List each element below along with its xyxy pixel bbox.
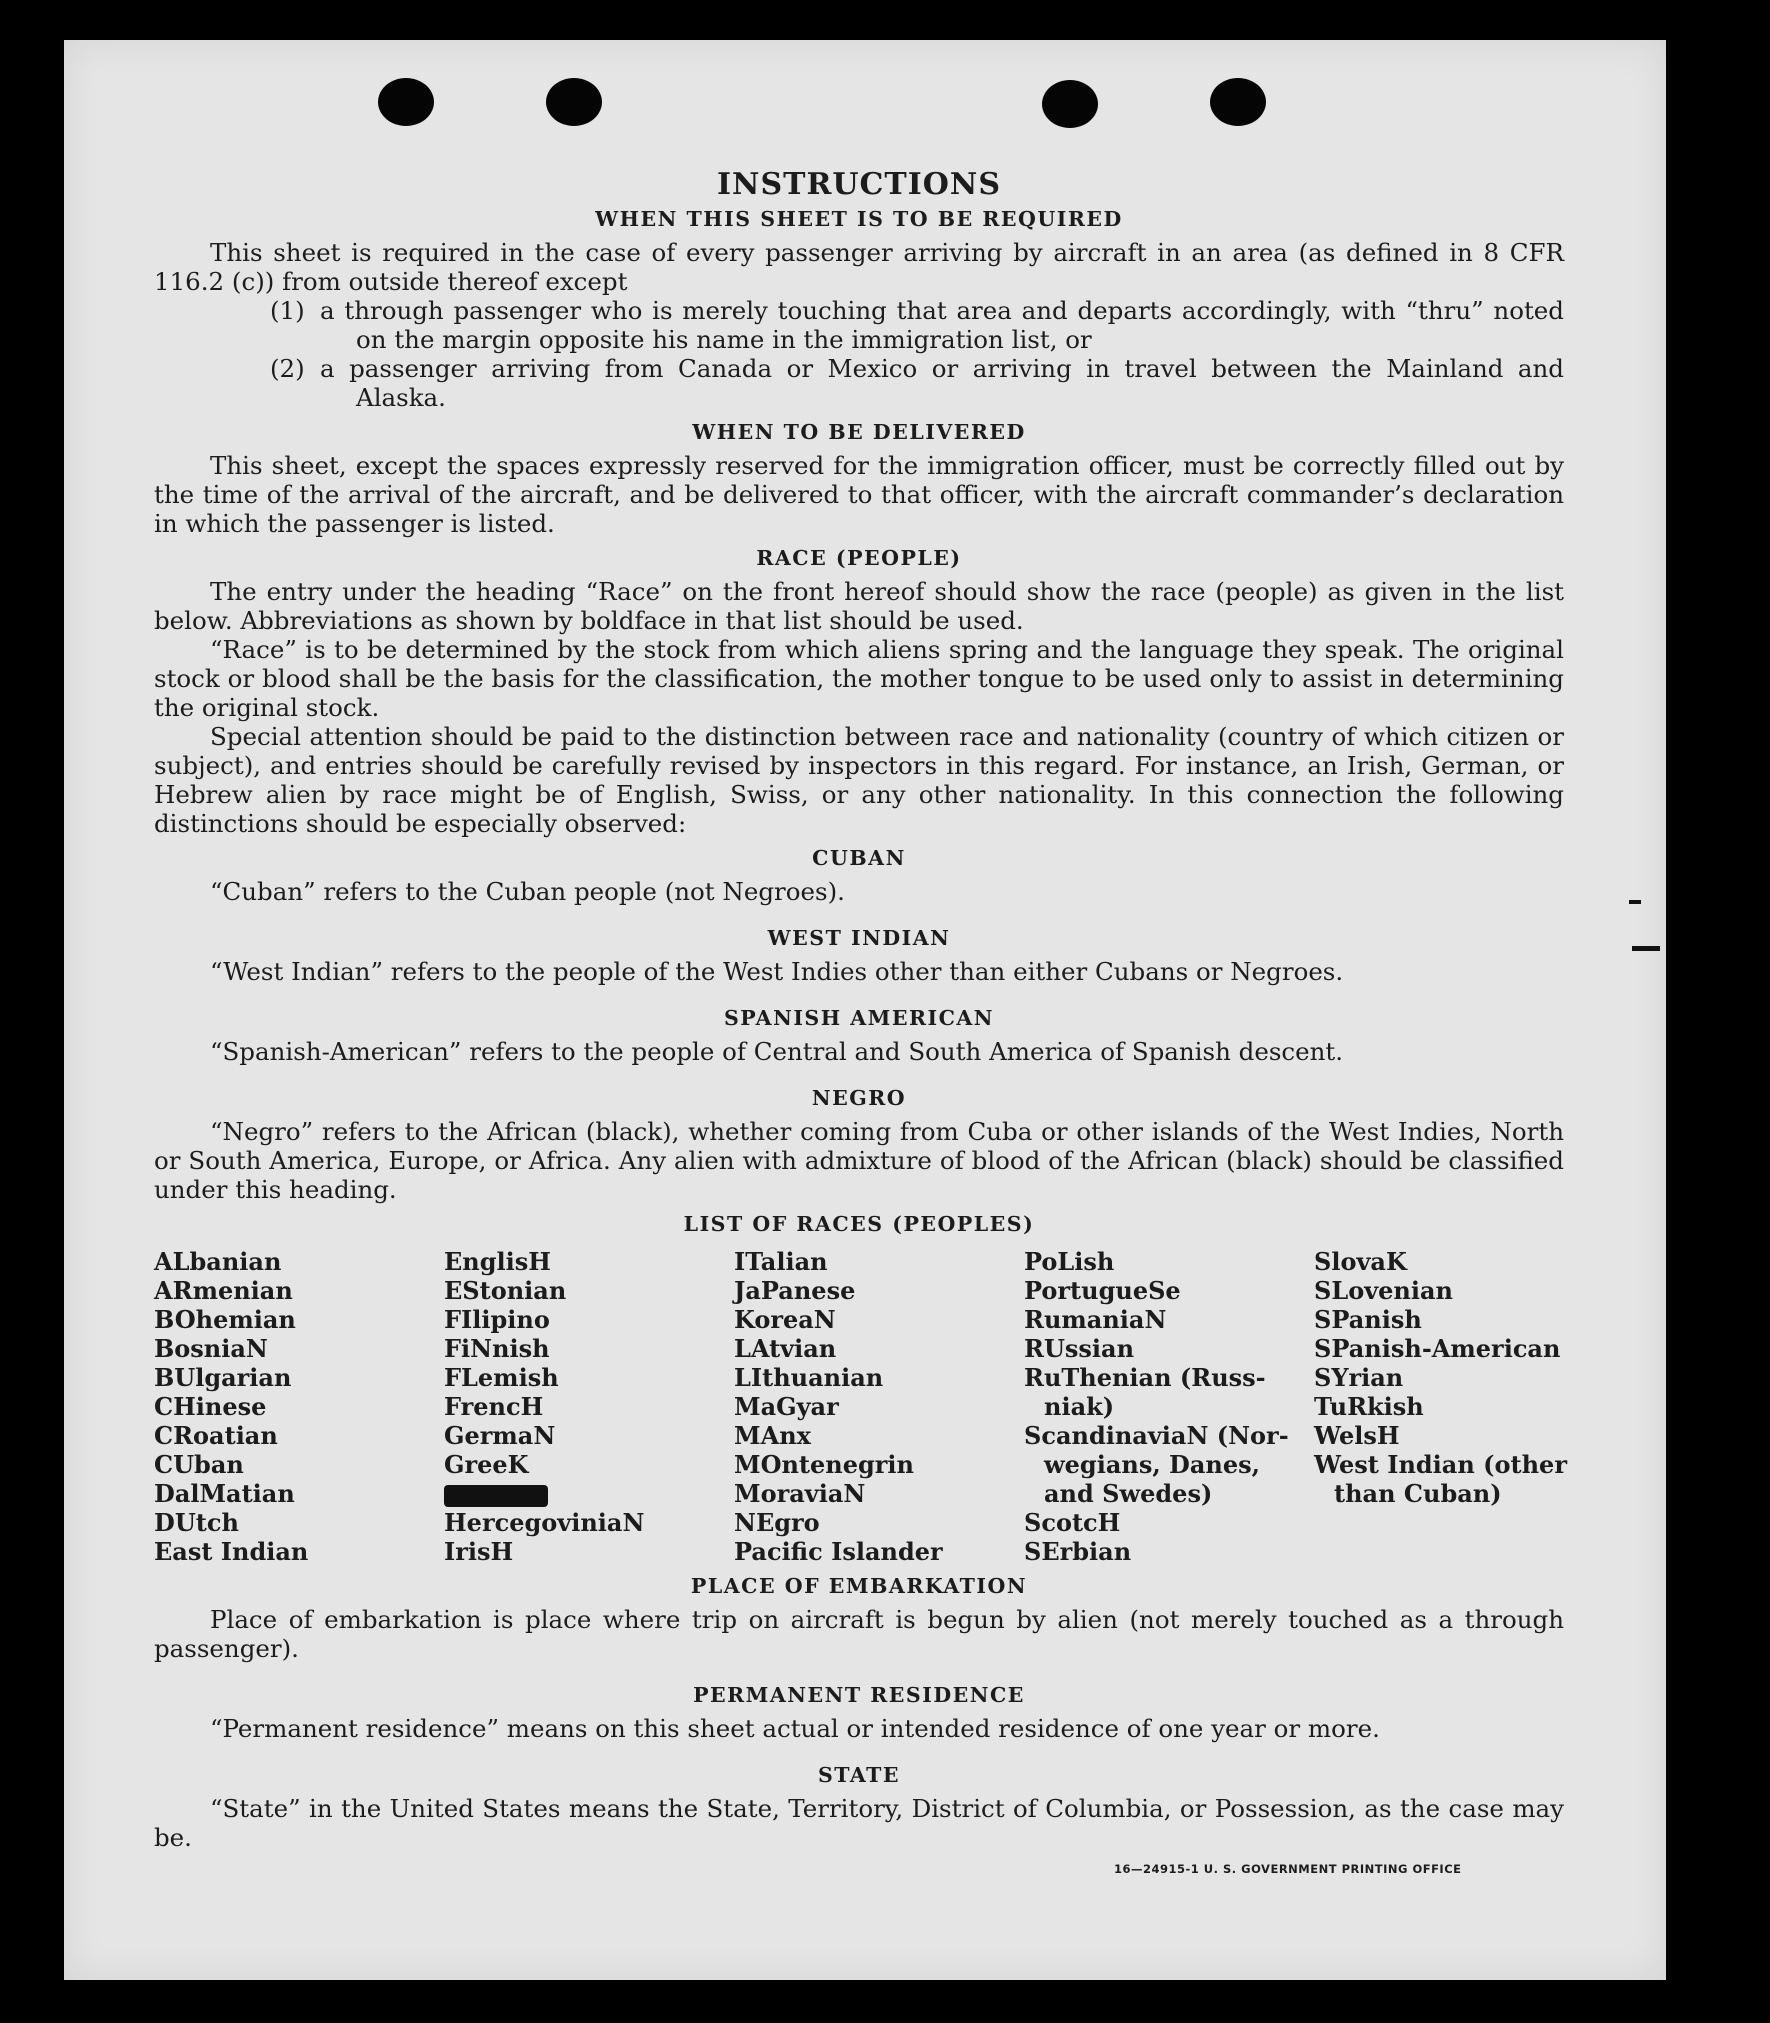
race-entry: BUlgarian bbox=[154, 1363, 292, 1392]
race-entry: ScotcH bbox=[1024, 1508, 1121, 1537]
race-entry: ARmenian bbox=[154, 1276, 293, 1305]
race-entry: BosniaN bbox=[154, 1334, 268, 1363]
item-number: (1) bbox=[270, 296, 305, 325]
delivered-text: This sheet, except the spaces expressly reserved for the immigration officer, must be correctly filled out by the time of the arrival of the aircraft, and be delivered to that officer, with the aircraft commander’s declaration in which the passenger is listed. bbox=[154, 451, 1564, 538]
edge-mark bbox=[1629, 900, 1641, 904]
race-entry: GreeK bbox=[444, 1450, 529, 1479]
race-entry: ALbanian bbox=[154, 1247, 282, 1276]
state-text: “State” in the United States means the State, Territory, District of Columbia, or Possession, as the case may be. bbox=[154, 1794, 1564, 1852]
race-entry: EnglisH bbox=[444, 1247, 551, 1276]
race-entry: CUban bbox=[154, 1450, 244, 1479]
race-entry: SlovaK bbox=[1314, 1247, 1407, 1276]
races-column bbox=[1024, 1247, 1292, 1566]
section-heading-embarkation: PLACE OF EMBARKATION bbox=[690, 1574, 1028, 1598]
edge-mark bbox=[1632, 946, 1660, 951]
race-entry: TuRkish bbox=[1314, 1392, 1424, 1421]
race-entry: SLovenian bbox=[1314, 1276, 1453, 1305]
section-heading-spanish-american: SPANISH AMERICAN bbox=[723, 1006, 995, 1030]
race-entry: CRoatian bbox=[154, 1421, 278, 1450]
race-entry: CHinese bbox=[154, 1392, 267, 1421]
race-entry: WelsH bbox=[1314, 1421, 1400, 1450]
race-entry-redacted bbox=[444, 1479, 712, 1508]
race-entry: West Indian (other bbox=[1314, 1450, 1567, 1479]
exception-item bbox=[154, 296, 1564, 354]
race-entry: MAnx bbox=[734, 1421, 811, 1450]
race-entry: MOntenegrin bbox=[734, 1450, 914, 1479]
item-text: a passenger arriving from Canada or Mexico or arriving in travel between the Mainland and Alaska. bbox=[320, 354, 1564, 412]
race-entry: GermaN bbox=[444, 1421, 556, 1450]
punch-hole bbox=[378, 78, 434, 126]
race-entry-continued: than Cuban) bbox=[1334, 1479, 1502, 1508]
document-sheet bbox=[64, 40, 1666, 1980]
section-heading-state: STATE bbox=[817, 1763, 901, 1787]
race-entry: KoreaN bbox=[734, 1305, 836, 1334]
races-list bbox=[154, 1247, 1567, 1566]
section-heading-residence: PERMANENT RESIDENCE bbox=[693, 1683, 1025, 1707]
race-entry: RumaniaN bbox=[1024, 1305, 1167, 1334]
race-paragraph: “Race” is to be determined by the stock from which aliens spring and the language they speak. The original stock or blood shall be the basis for the classification, the mother tongue to be used only to assist in determining the original stock. bbox=[154, 635, 1564, 722]
section-heading-list: LIST OF RACES (PEOPLES) bbox=[683, 1212, 1035, 1236]
instructions-content bbox=[154, 167, 1567, 1852]
section-heading-west-indian: WEST INDIAN bbox=[767, 926, 951, 950]
race-entry: RUssian bbox=[1024, 1334, 1135, 1363]
item-text: a through passenger who is merely touching that area and departs accordingly, with “thru” noted on the margin opposite his name in the immigration list, or bbox=[320, 296, 1564, 354]
race-entry: HercegoviniaN bbox=[444, 1508, 645, 1537]
punch-hole bbox=[1042, 80, 1098, 128]
race-entry: PoLish bbox=[1024, 1247, 1115, 1276]
exception-item bbox=[154, 354, 1564, 412]
cuban-text: “Cuban” refers to the Cuban people (not Negroes). bbox=[210, 877, 845, 906]
race-entry: PortugueSe bbox=[1024, 1276, 1181, 1305]
punch-hole bbox=[1210, 78, 1266, 126]
section-heading-delivered: WHEN TO BE DELIVERED bbox=[692, 420, 1026, 444]
section-heading-cuban: CUBAN bbox=[812, 846, 906, 870]
redaction-mark bbox=[444, 1485, 548, 1507]
page-title: INSTRUCTIONS bbox=[717, 167, 1001, 202]
race-entry: BOhemian bbox=[154, 1305, 296, 1334]
race-entry: FiNnish bbox=[444, 1334, 550, 1363]
race-entry: MaGyar bbox=[734, 1392, 839, 1421]
negro-text: “Negro” refers to the African (black), whether coming from Cuba or other islands of the West Indies, North or South America, Europe, or Africa. Any alien with admixture of blood of the African (black) should be classified under this heading. bbox=[154, 1117, 1564, 1204]
race-entry: Pacific Islander bbox=[734, 1537, 943, 1566]
section-heading-negro: NEGRO bbox=[811, 1086, 907, 1110]
race-entry-continued: niak) bbox=[1044, 1392, 1115, 1421]
race-entry: LIthuanian bbox=[734, 1363, 884, 1392]
race-entry: SYrian bbox=[1314, 1363, 1404, 1392]
spanish-american-text: “Spanish-American” refers to the people of Central and South America of Spanish descent. bbox=[210, 1037, 1344, 1066]
item-number: (2) bbox=[270, 354, 305, 383]
residence-text: “Permanent residence” means on this sheet actual or intended residence of one year or more. bbox=[210, 1714, 1380, 1743]
race-paragraph: Special attention should be paid to the distinction between race and nationality (country of which citizen or subject), and entries should be carefully revised by inspectors in this regard. For instance, an Irish, German, or Hebrew alien by race might be of English, Swiss, or any other nationality. In this connection the following distinctions should be especially observed: bbox=[154, 722, 1564, 838]
race-entry: FrencH bbox=[444, 1392, 544, 1421]
race-entry: RuThenian (Russ- bbox=[1024, 1363, 1266, 1392]
race-entry: JaPanese bbox=[734, 1276, 856, 1305]
section-heading-required: WHEN THIS SHEET IS TO BE REQUIRED bbox=[595, 207, 1123, 231]
race-entry: EStonian bbox=[444, 1276, 567, 1305]
race-entry: SPanish bbox=[1314, 1305, 1422, 1334]
races-column bbox=[154, 1247, 422, 1566]
race-entry: FIlipino bbox=[444, 1305, 550, 1334]
required-intro: This sheet is required in the case of every passenger arriving by aircraft in an area (as defined in 8 CFR 116.2 (c)) from outside thereof except bbox=[154, 238, 1564, 296]
race-entry: SPanish-American bbox=[1314, 1334, 1561, 1363]
race-paragraph: The entry under the heading “Race” on the front hereof should show the race (people) as given in the list below. Abbreviations as shown by boldface in that list should be used. bbox=[154, 577, 1564, 635]
punch-hole bbox=[546, 78, 602, 126]
race-entry: East Indian bbox=[154, 1537, 309, 1566]
west-indian-text: “West Indian” refers to the people of the West Indies other than either Cubans or Negroes. bbox=[210, 957, 1344, 986]
race-entry: ScandinaviaN (Nor- bbox=[1024, 1421, 1289, 1450]
printing-office-code: 16—24915-1 U. S. GOVERNMENT PRINTING OFFICE bbox=[1114, 1862, 1462, 1876]
race-entry: IrisH bbox=[444, 1537, 514, 1566]
race-entry: FLemish bbox=[444, 1363, 559, 1392]
race-entry: DalMatian bbox=[154, 1479, 295, 1508]
race-entry: SErbian bbox=[1024, 1537, 1132, 1566]
race-entry-continued: and Swedes) bbox=[1044, 1479, 1213, 1508]
embarkation-text: Place of embarkation is place where trip on aircraft is begun by alien (not merely touched as a through passenger). bbox=[154, 1605, 1564, 1663]
section-heading-race: RACE (PEOPLE) bbox=[756, 546, 962, 570]
race-entry: NEgro bbox=[734, 1508, 820, 1537]
races-column bbox=[444, 1247, 712, 1566]
race-entry: ITalian bbox=[734, 1247, 828, 1276]
race-entry-continued: wegians, Danes, bbox=[1044, 1450, 1260, 1479]
race-entry: LAtvian bbox=[734, 1334, 837, 1363]
races-column bbox=[734, 1247, 1002, 1566]
race-entry: MoraviaN bbox=[734, 1479, 866, 1508]
races-column bbox=[1314, 1247, 1567, 1566]
race-entry: DUtch bbox=[154, 1508, 239, 1537]
